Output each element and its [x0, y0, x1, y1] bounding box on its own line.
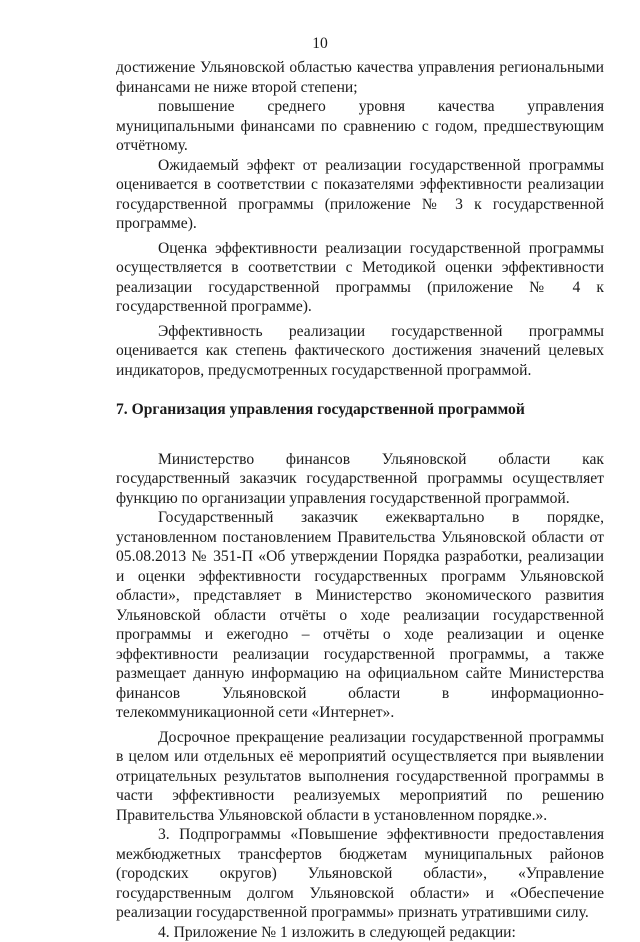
paragraph: Эффективность реализации государственной программы оценивается как степень фактического достижения значений целевых индикаторов, предусмотренных государственной программой.: [116, 322, 604, 381]
paragraph: 3. Подпрограммы «Повышение эффективности предоставления межбюджетных трансфертов бюджетам муниципальных районов (городских округов) Ульяновской области», «Управление государственным долгом Ульяновской области» и «Обеспечение реализации государственной программы» признать утратившими силу.: [116, 825, 604, 923]
paragraph: Оценка эффективности реализации государственной программы осуществляется в соответствии с Методикой оценки эффективности реализации государственной программы (приложение № 4 к государственной программе).: [116, 239, 604, 317]
paragraph: 4. Приложение № 1 изложить в следующей редакции:: [116, 923, 604, 942]
section-title: 7. Организация управления государственной программой: [116, 400, 604, 420]
paragraph: Министерство финансов Ульяновской области как государственный заказчик государственной программы осуществляет функцию по организации управления государственной программой.: [116, 450, 604, 509]
paragraph: Ожидаемый эффект от реализации государственной программы оценивается в соответствии с показателями эффективности реализации государственной программы (приложение № 3 к государственной программе).: [116, 156, 604, 234]
document-body: [116, 58, 604, 942]
paragraph: повышение среднего уровня качества управления муниципальными финансами по сравнению с годом, предшествующим отчётному.: [116, 97, 604, 156]
page-number: 10: [0, 34, 640, 54]
paragraph: Государственный заказчик ежеквартально в порядке, установленном постановлением Правительства Ульяновской области от 05.08.2013 № 351-П «Об утверждении Порядка разработки, реализации и оценки эффективности государственных программ Ульяновской области», представляет в Министерство экономического развития Ульяновской области отчёты о ходе реализации государственной программы и ежегодно – отчёты о ходе реализации и оценке эффективности реализации государственной программы, а также размещает данную информацию на официальном сайте Министерства финансов Ульяновской области в информационно-телекоммуникационной сети «Интернет».: [116, 508, 604, 723]
paragraph: достижение Ульяновской областью качества управления региональными финансами не ниже второй степени;: [116, 58, 604, 97]
paragraph: Досрочное прекращение реализации государственной программы в целом или отдельных её мероприятий осуществляется при выявлении отрицательных результатов выполнения государственной программы в части эффективности реализуемых мероприятий по решению Правительства Ульяновской области в установленном порядке.».: [116, 728, 604, 826]
